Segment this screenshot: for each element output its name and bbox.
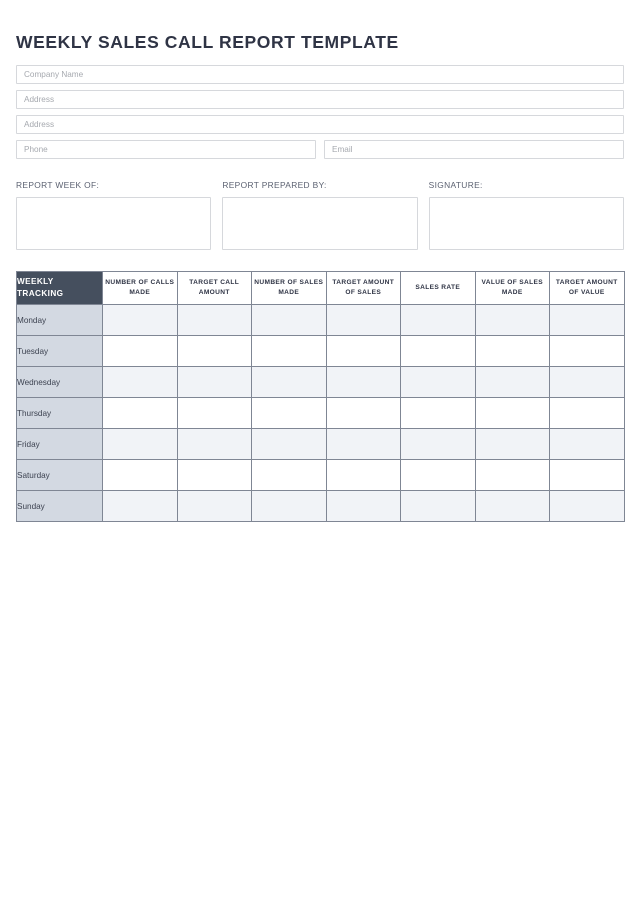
- table-header-row: [17, 272, 625, 305]
- cell-wednesday-number-of-calls-made[interactable]: [103, 367, 178, 398]
- cell-monday-number-of-calls-made[interactable]: [103, 305, 178, 336]
- cell-sunday-number-of-sales-made[interactable]: [252, 491, 327, 522]
- cell-wednesday-target-call-amount[interactable]: [177, 367, 252, 398]
- cell-thursday-target-amount-of-value[interactable]: [550, 398, 625, 429]
- weekly-tracking-table-wrap: [16, 271, 624, 522]
- column-header-number-of-sales-made: NUMBER OF SALES MADE: [252, 272, 327, 305]
- day-label-sunday: Sunday: [17, 491, 103, 522]
- table-body: [17, 305, 625, 522]
- day-label-tuesday: Tuesday: [17, 336, 103, 367]
- table-row: [17, 460, 625, 491]
- table-row: [17, 429, 625, 460]
- cell-monday-target-call-amount[interactable]: [177, 305, 252, 336]
- signature-label: SIGNATURE:: [428, 180, 483, 191]
- report-prepared-by-box[interactable]: [222, 197, 417, 250]
- cell-thursday-value-of-sales-made[interactable]: [475, 398, 550, 429]
- company-name-row: [16, 65, 624, 84]
- cell-monday-sales-rate[interactable]: [401, 305, 476, 336]
- cell-sunday-sales-rate[interactable]: [401, 491, 476, 522]
- cell-tuesday-target-call-amount[interactable]: [177, 336, 252, 367]
- cell-wednesday-value-of-sales-made[interactable]: [475, 367, 550, 398]
- cell-thursday-number-of-calls-made[interactable]: [103, 398, 178, 429]
- table-row: [17, 336, 625, 367]
- cell-sunday-target-amount-of-value[interactable]: [550, 491, 625, 522]
- column-header-number-of-calls-made: NUMBER OF CALLS MADE: [103, 272, 178, 305]
- cell-saturday-target-call-amount[interactable]: [177, 460, 252, 491]
- address-line-1-row: [16, 90, 624, 109]
- table-row: [17, 398, 625, 429]
- cell-wednesday-sales-rate[interactable]: [401, 367, 476, 398]
- cell-thursday-target-amount-of-sales[interactable]: [326, 398, 401, 429]
- cell-sunday-value-of-sales-made[interactable]: [475, 491, 550, 522]
- table-head: [17, 272, 625, 305]
- cell-saturday-number-of-calls-made[interactable]: [103, 460, 178, 491]
- company-name-input[interactable]: [16, 65, 624, 84]
- table-row: [17, 491, 625, 522]
- cell-friday-target-call-amount[interactable]: [177, 429, 252, 460]
- company-fields-group: [16, 65, 624, 159]
- table-row: [17, 305, 625, 336]
- column-header-target-call-amount: TARGET CALL AMOUNT: [177, 272, 252, 305]
- report-meta-row: [16, 180, 624, 250]
- column-header-value-of-sales-made: VALUE OF SALES MADE: [475, 272, 550, 305]
- day-label-saturday: Saturday: [17, 460, 103, 491]
- cell-tuesday-number-of-calls-made[interactable]: [103, 336, 178, 367]
- table-corner-header: WEEKLY TRACKING: [17, 272, 103, 305]
- cell-wednesday-target-amount-of-sales[interactable]: [326, 367, 401, 398]
- report-week-of-box[interactable]: [16, 197, 211, 250]
- page-title: WEEKLY SALES CALL REPORT TEMPLATE: [16, 32, 399, 52]
- cell-wednesday-target-amount-of-value[interactable]: [550, 367, 625, 398]
- cell-friday-value-of-sales-made[interactable]: [475, 429, 550, 460]
- address-line-1-input[interactable]: [16, 90, 624, 109]
- day-label-thursday: Thursday: [17, 398, 103, 429]
- cell-friday-target-amount-of-value[interactable]: [550, 429, 625, 460]
- cell-friday-sales-rate[interactable]: [401, 429, 476, 460]
- column-header-target-amount-of-sales: TARGET AMOUNT OF SALES: [326, 272, 401, 305]
- cell-monday-target-amount-of-sales[interactable]: [326, 305, 401, 336]
- cell-monday-value-of-sales-made[interactable]: [475, 305, 550, 336]
- cell-monday-number-of-sales-made[interactable]: [252, 305, 327, 336]
- cell-tuesday-target-amount-of-value[interactable]: [550, 336, 625, 367]
- day-label-monday: Monday: [17, 305, 103, 336]
- cell-sunday-target-call-amount[interactable]: [177, 491, 252, 522]
- column-header-target-amount-of-value: TARGET AMOUNT OF VALUE: [550, 272, 625, 305]
- report-prepared-by-group: [222, 180, 417, 250]
- phone-input[interactable]: [16, 140, 316, 159]
- cell-saturday-target-amount-of-sales[interactable]: [326, 460, 401, 491]
- email-input[interactable]: [324, 140, 624, 159]
- cell-saturday-number-of-sales-made[interactable]: [252, 460, 327, 491]
- cell-tuesday-number-of-sales-made[interactable]: [252, 336, 327, 367]
- table-row: [17, 367, 625, 398]
- cell-saturday-sales-rate[interactable]: [401, 460, 476, 491]
- phone-email-row: [16, 140, 624, 159]
- day-label-wednesday: Wednesday: [17, 367, 103, 398]
- address-line-2-input[interactable]: [16, 115, 624, 134]
- cell-sunday-number-of-calls-made[interactable]: [103, 491, 178, 522]
- cell-tuesday-target-amount-of-sales[interactable]: [326, 336, 401, 367]
- cell-wednesday-number-of-sales-made[interactable]: [252, 367, 327, 398]
- report-prepared-by-label: REPORT PREPARED BY:: [222, 180, 327, 191]
- cell-saturday-target-amount-of-value[interactable]: [550, 460, 625, 491]
- cell-tuesday-sales-rate[interactable]: [401, 336, 476, 367]
- cell-tuesday-value-of-sales-made[interactable]: [475, 336, 550, 367]
- cell-saturday-value-of-sales-made[interactable]: [475, 460, 550, 491]
- cell-friday-target-amount-of-sales[interactable]: [326, 429, 401, 460]
- signature-box[interactable]: [429, 197, 624, 250]
- cell-monday-target-amount-of-value[interactable]: [550, 305, 625, 336]
- weekly-tracking-table: [16, 271, 625, 522]
- column-header-sales-rate: SALES RATE: [401, 272, 476, 305]
- report-week-of-group: [16, 180, 211, 250]
- signature-group: [429, 180, 624, 250]
- cell-sunday-target-amount-of-sales[interactable]: [326, 491, 401, 522]
- cell-friday-number-of-sales-made[interactable]: [252, 429, 327, 460]
- day-label-friday: Friday: [17, 429, 103, 460]
- address-line-2-row: [16, 115, 624, 134]
- cell-thursday-sales-rate[interactable]: [401, 398, 476, 429]
- cell-friday-number-of-calls-made[interactable]: [103, 429, 178, 460]
- cell-thursday-target-call-amount[interactable]: [177, 398, 252, 429]
- cell-thursday-number-of-sales-made[interactable]: [252, 398, 327, 429]
- report-week-of-label: REPORT WEEK OF:: [16, 180, 100, 191]
